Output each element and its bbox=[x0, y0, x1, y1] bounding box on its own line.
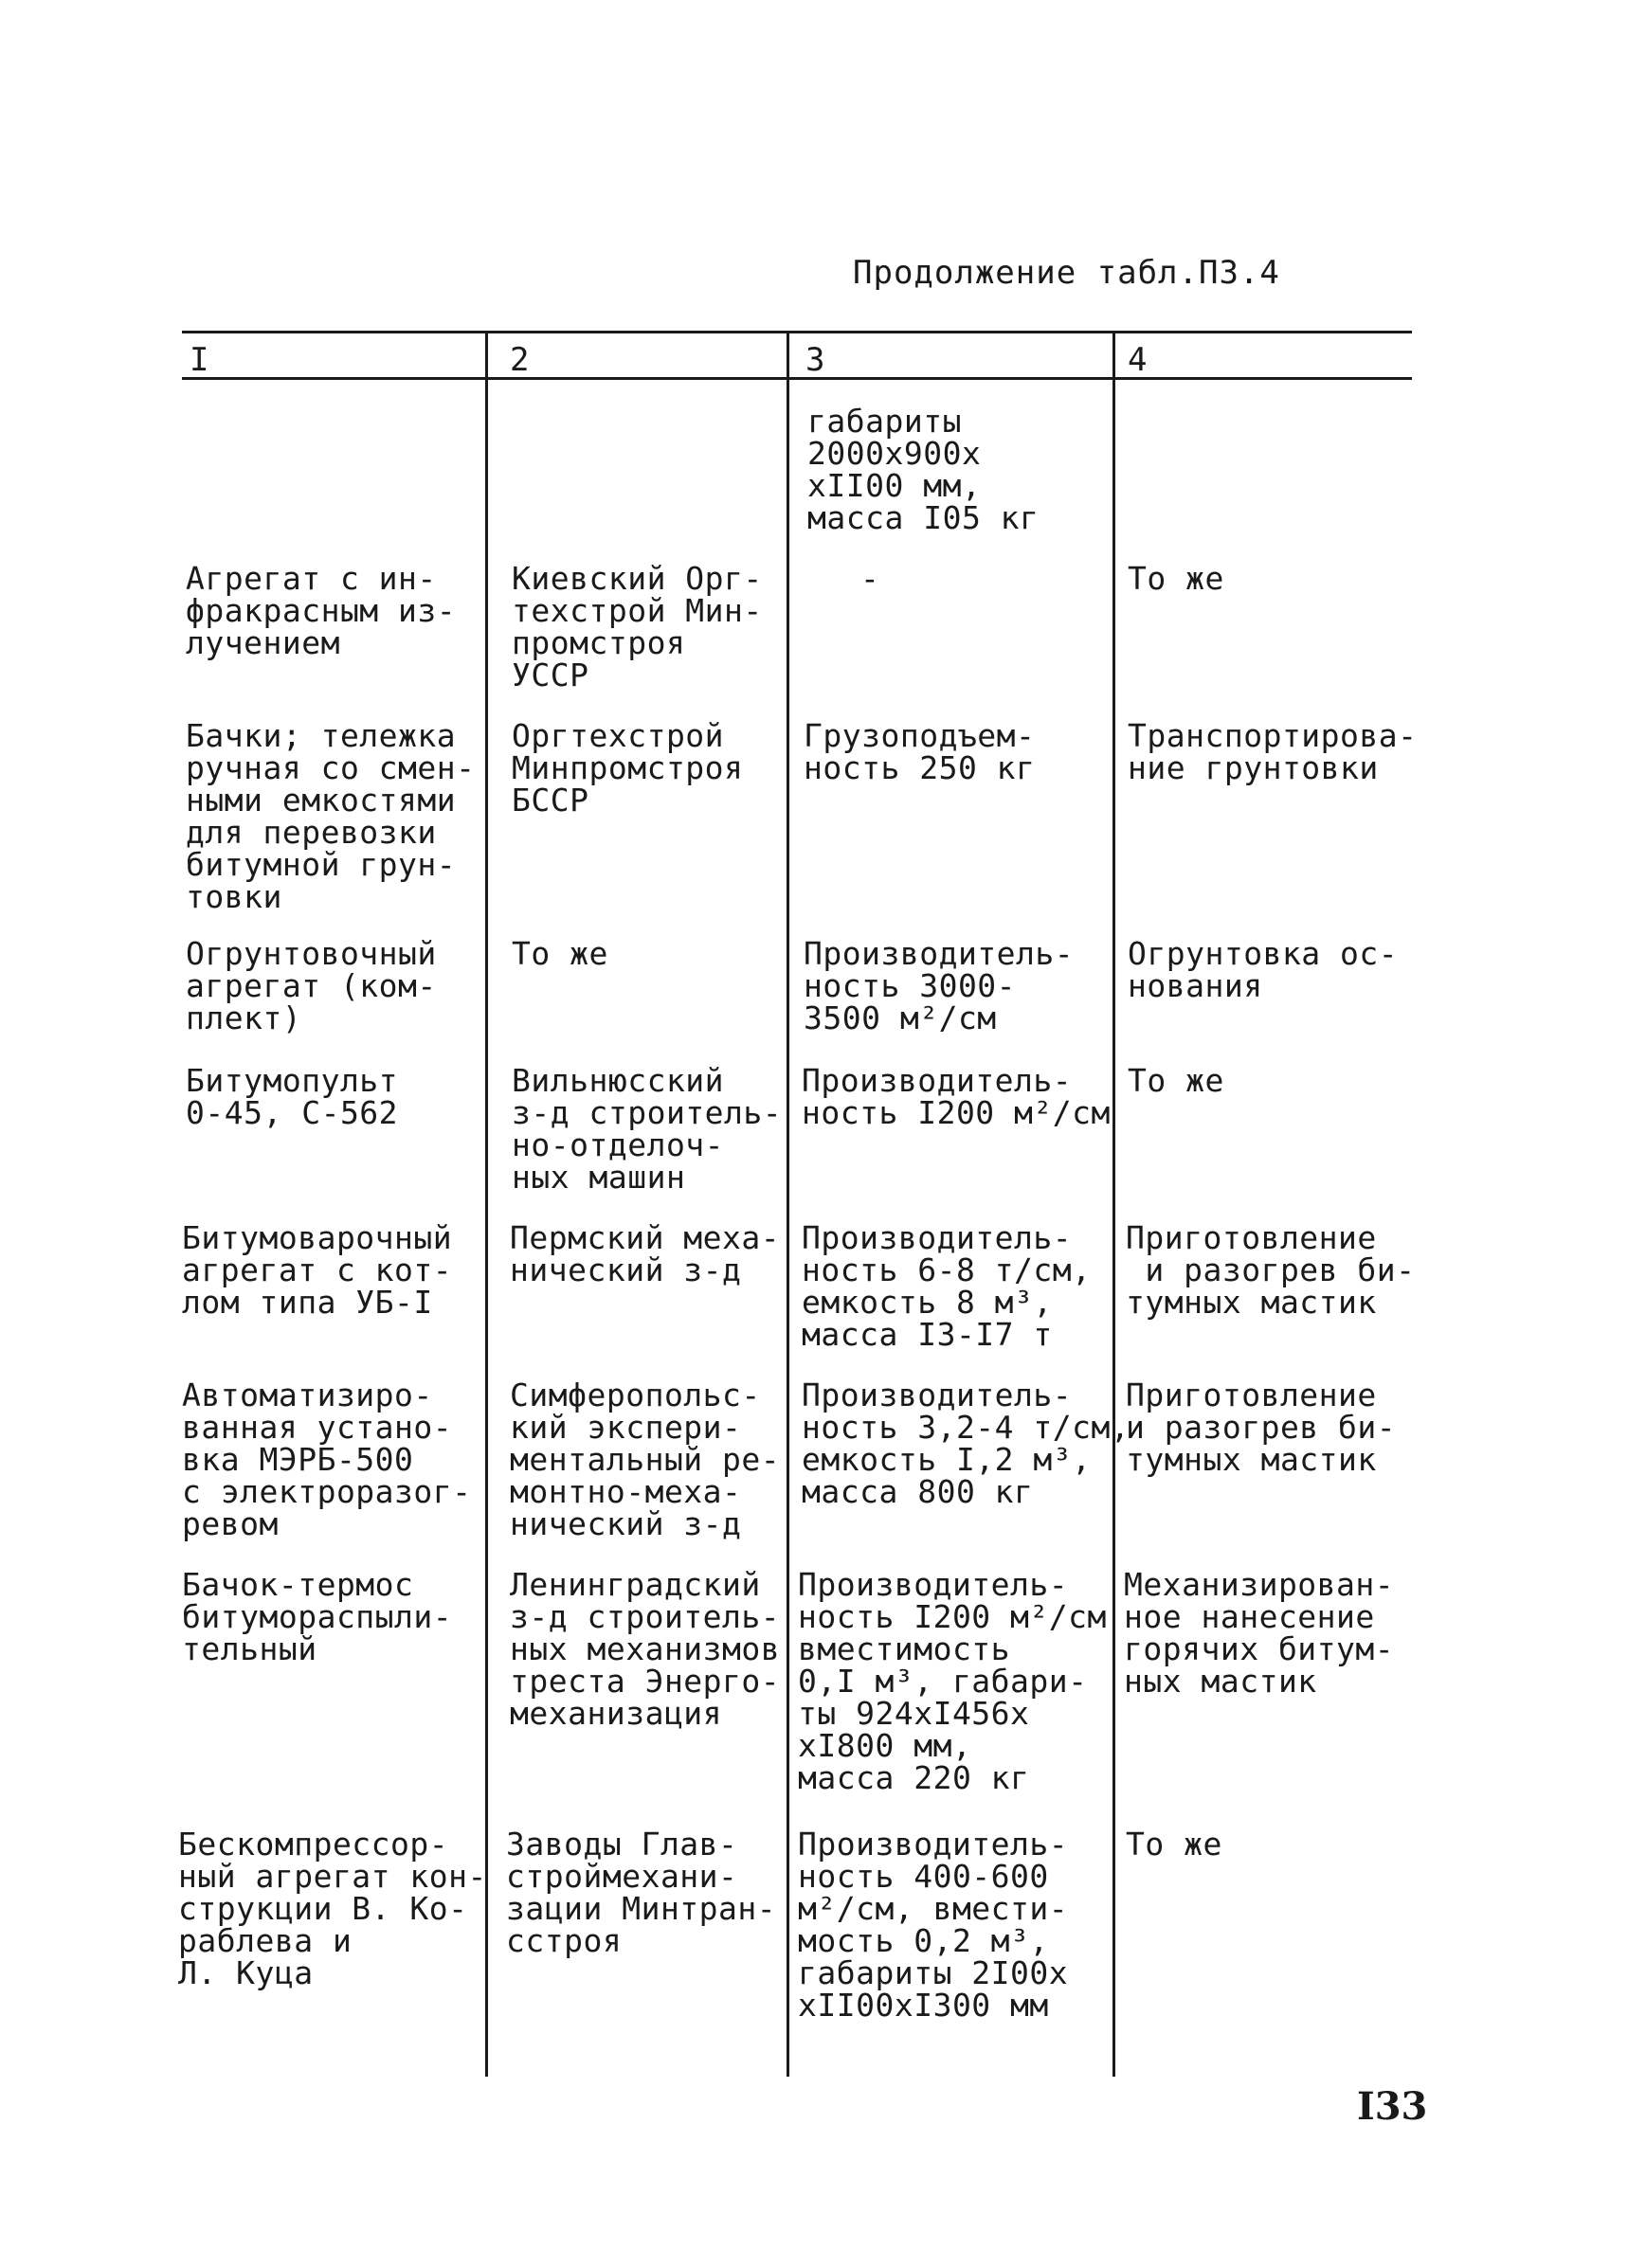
row-6-col-3: Производитель- ность 3,2-4 т/см, емкость I,2 м³, масса 800 кг bbox=[802, 1377, 1131, 1510]
row-2-col-2: Оргтехстрой Минпромстроя БССР bbox=[512, 717, 744, 819]
row-7-col-1: Бачок-термос битумораспыли- тельный bbox=[182, 1566, 453, 1667]
header-top-rule bbox=[182, 331, 1412, 333]
row-4-col-4: То же bbox=[1128, 1062, 1224, 1099]
column-divider-3 bbox=[1112, 331, 1115, 2077]
row-1-col-1: Агрегат с ин- фракрасным из- лучением bbox=[186, 560, 457, 661]
row-3-col-1: Огрунтовочный агрегат (ком- плект) bbox=[186, 935, 437, 1036]
row-7-col-2: Ленинградский з-д строитель- ных механизмов треста Энерго- механизация bbox=[510, 1566, 781, 1732]
row-2-col-4: Транспортирова- ние грунтовки bbox=[1128, 717, 1418, 786]
header-col-4: 4 bbox=[1128, 341, 1148, 379]
row-8-col-1: Бескомпрессор- ный агрегат кон- струкции В. Ко- раблева и Л. Куца bbox=[178, 1826, 487, 1991]
row-1-col-2: Киевский Орг- техстрой Мин- промстроя УССР bbox=[512, 560, 763, 693]
column-divider-1 bbox=[485, 331, 488, 2077]
row-8-col-2: Заводы Глав- строймехани- зации Минтран- сстроя bbox=[506, 1826, 777, 1959]
row-5-col-2: Пермский меха- нический з-д bbox=[510, 1219, 781, 1288]
row-1-col-3: - bbox=[860, 560, 880, 597]
row-7-col-3: Производитель- ность I200 м²/см вместимость 0,I м³, габари- ты 924хI456х хI800 мм, масса 220 кг bbox=[798, 1566, 1107, 1796]
row-3-col-2: То же bbox=[512, 935, 608, 972]
row-4-col-3: Производитель- ность I200 м²/см bbox=[802, 1062, 1111, 1131]
page-number: I33 bbox=[1357, 2084, 1428, 2129]
row-6-col-4: Приготовление и разогрев би- тумных мастик bbox=[1126, 1377, 1397, 1478]
header-col-1: I bbox=[190, 341, 209, 379]
header-col-3: 3 bbox=[805, 341, 825, 379]
row-7-col-4: Механизирован- ное нанесение горячих битум- ных мастик bbox=[1124, 1566, 1395, 1700]
row-2-col-1: Бачки; тележка ручная со смен- ными емкостями для перевозки битумной грун- товки bbox=[186, 717, 476, 915]
row-5-col-3: Производитель- ность 6-8 т/см, емкость 8 м³, масса I3-I7 т bbox=[802, 1219, 1092, 1353]
row-2-col-3: Грузоподъем- ность 250 кг bbox=[804, 717, 1036, 786]
table-caption: Продолжение табл.П3.4 bbox=[853, 254, 1280, 292]
row-8-col-3: Производитель- ность 400-600 м²/см, вмести- мость 0,2 м³, габариты 2I00х хII00хI300 мм bbox=[798, 1826, 1069, 2024]
header-col-2: 2 bbox=[510, 341, 530, 379]
row-8-col-4: То же bbox=[1126, 1826, 1222, 1863]
header-bottom-rule bbox=[182, 377, 1412, 380]
row-3-col-3: Производитель- ность 3000- 3500 м²/см bbox=[804, 935, 1075, 1036]
row-4-col-2: Вильнюсский з-д строитель- но-отделоч- ных машин bbox=[512, 1062, 783, 1196]
row-5-col-1: Битумоварочный агрегат с кот- лом типа УБ-I bbox=[182, 1219, 453, 1321]
row-5-col-4: Приготовление и разогрев би- тумных мастик bbox=[1126, 1219, 1416, 1321]
row-0-col-3: габариты 2000х900х хII00 мм, масса I05 кг bbox=[807, 403, 1040, 536]
row-6-col-1: Автоматизиро- ванная устано- вка МЭРБ-500 с электроразог- ревом bbox=[182, 1377, 472, 1542]
column-divider-2 bbox=[787, 331, 789, 2077]
row-3-col-4: Огрунтовка ос- нования bbox=[1128, 935, 1399, 1004]
row-1-col-4: То же bbox=[1128, 560, 1224, 597]
row-6-col-2: Симферопольс- кий экспери- ментальный ре- монтно-меха- нический з-д bbox=[510, 1377, 781, 1542]
row-4-col-1: Битумопульт 0-45, С-562 bbox=[186, 1062, 399, 1131]
